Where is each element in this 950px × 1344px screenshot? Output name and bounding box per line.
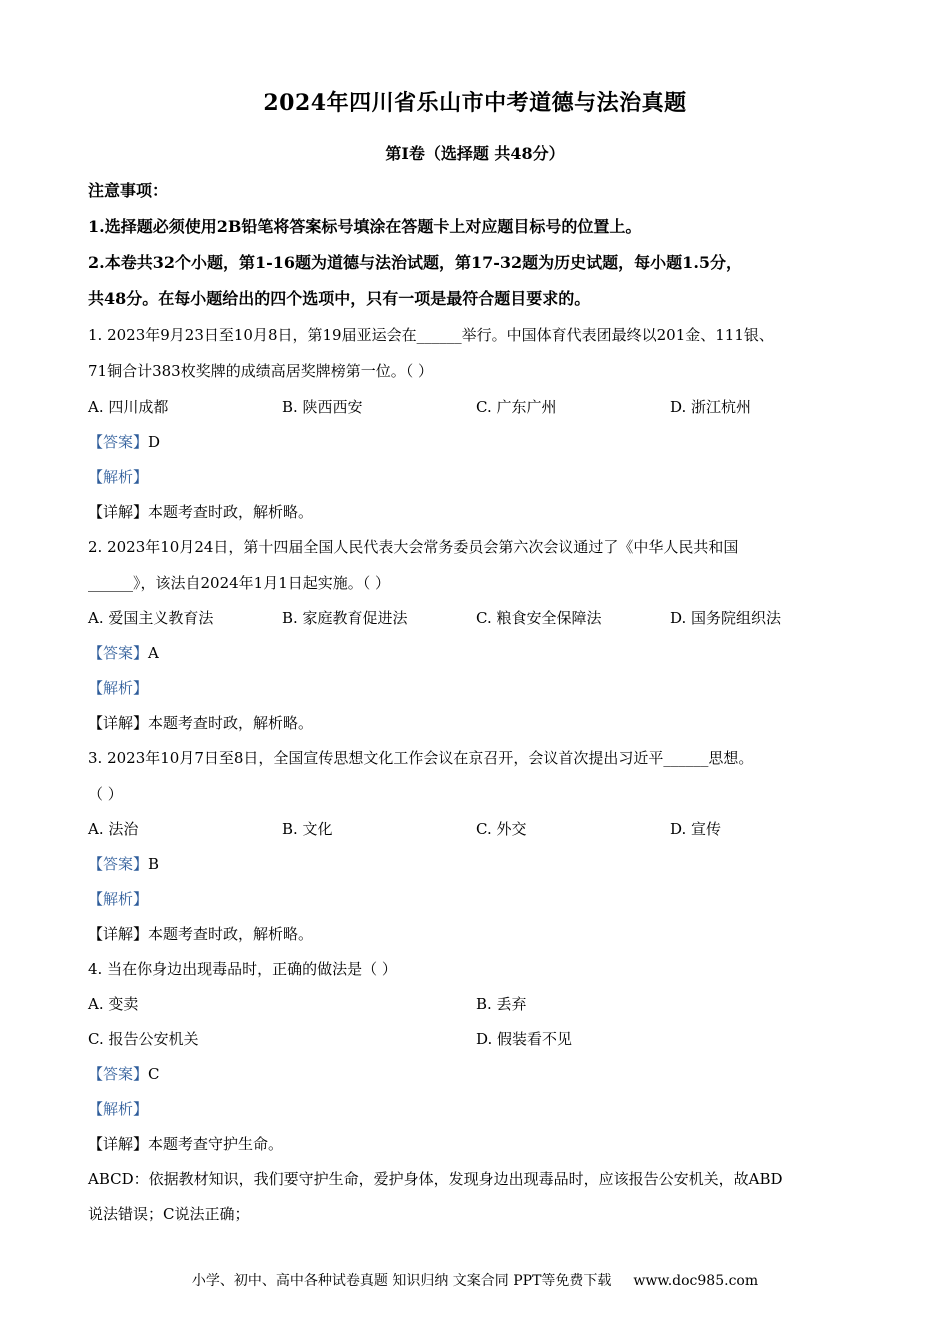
answer-value: C — [148, 1065, 160, 1083]
question-1-answer — [88, 431, 160, 452]
detail-text: 本题考查守护生命。 — [148, 1135, 284, 1153]
question-1-detail — [88, 501, 313, 522]
question-2-answer — [88, 642, 159, 663]
question-3-analysis-label: 【解析】 — [88, 890, 149, 908]
question-3-option-d: D. 宣传 — [670, 820, 722, 838]
question-1-stem-line-1: 1. 2023年9月23日至10月8日，第19届亚运会在______举行。中国体育代表团最终以201金、111银、 — [88, 326, 774, 344]
question-2-analysis-label: 【解析】 — [88, 679, 149, 697]
detail-text: 本题考查时政，解析略。 — [148, 503, 314, 521]
page-footer — [0, 1270, 950, 1290]
question-3-option-a: A. 法治 — [88, 820, 139, 838]
question-3-detail — [88, 923, 313, 944]
question-4-option-d: D. 假装看不见 — [476, 1030, 573, 1048]
answer-value: D — [148, 433, 161, 451]
question-4-option-c: C. 报告公安机关 — [88, 1030, 199, 1048]
section-subtitle: 第Ⅰ卷（选择题 共48分） — [385, 144, 565, 163]
question-3-stem-line-1: 3. 2023年10月7日至8日，全国宣传思想文化工作会议在京召开，会议首次提出习近平______思想。 — [88, 749, 754, 767]
notice-item-1: 1.选择题必须使用2B铅笔将答案标号填涂在答题卡上对应题目标号的位置上。 — [88, 217, 642, 236]
question-2-detail — [88, 712, 313, 733]
answer-label: 【答案】 — [88, 855, 149, 873]
detail-text: 本题考查时政，解析略。 — [148, 714, 314, 732]
footer-site-link[interactable]: www.doc985.com — [633, 1273, 759, 1289]
question-4-stem: 4. 当在你身边出现毒品时，正确的做法是（ ） — [88, 960, 397, 978]
question-3-answer — [88, 853, 159, 874]
detail-label: 【详解】 — [88, 925, 149, 943]
question-2-stem-line-1: 2. 2023年10月24日，第十四届全国人民代表大会常务委员会第六次会议通过了《中华人民共和国 — [88, 538, 739, 556]
notice-heading: 注意事项： — [88, 181, 169, 200]
question-3-stem-line-2: （ ） — [88, 785, 123, 803]
notice-item-2-line-1: 2.本卷共32个小题，第1-16题为道德与法治试题，第17-32题为历史试题，每小题1.5分， — [88, 253, 743, 272]
question-2-option-d: D. 国务院组织法 — [670, 609, 782, 627]
question-2-option-c: C. 粮食安全保障法 — [476, 609, 602, 627]
answer-value: B — [148, 855, 160, 873]
question-4-detail — [88, 1133, 283, 1154]
question-4-analysis-label: 【解析】 — [88, 1100, 149, 1118]
answer-label: 【答案】 — [88, 644, 149, 662]
answer-label: 【答案】 — [88, 1065, 149, 1083]
answer-label: 【答案】 — [88, 433, 149, 451]
question-2-stem-line-2: ______》，该法自2024年1月1日起实施。（ ） — [88, 574, 391, 592]
question-4-explain-line-2: 说法错误；C说法正确； — [88, 1205, 250, 1223]
question-1-analysis-label: 【解析】 — [88, 468, 149, 486]
question-1-option-b: B. 陕西西安 — [282, 398, 363, 416]
detail-text: 本题考查时政，解析略。 — [148, 925, 314, 943]
question-1-option-c: C. 广东广州 — [476, 398, 557, 416]
notice-item-2-line-2: 共48分。在每小题给出的四个选项中，只有一项是最符合题目要求的。 — [88, 289, 591, 308]
question-1-stem-line-2: 71铜合计383枚奖牌的成绩高居奖牌榜第一位。（ ） — [88, 362, 433, 380]
question-1-option-a: A. 四川成都 — [88, 398, 169, 416]
question-4-answer — [88, 1063, 160, 1084]
question-4-option-a: A. 变卖 — [88, 995, 139, 1013]
detail-label: 【详解】 — [88, 1135, 149, 1153]
question-2-option-b: B. 家庭教育促进法 — [282, 609, 408, 627]
footer-text: 小学、初中、高中各种试卷真题 知识归纳 文案合同 PPT等免费下载 — [191, 1273, 612, 1289]
answer-value: A — [148, 644, 159, 662]
question-4-explain-line-1: ABCD：依据教材知识，我们要守护生命，爱护身体，发现身边出现毒品时，应该报告公安机关，故ABD — [88, 1170, 783, 1188]
question-3-option-c: C. 外交 — [476, 820, 527, 838]
detail-label: 【详解】 — [88, 503, 149, 521]
detail-label: 【详解】 — [88, 714, 149, 732]
page-title: 2024年四川省乐山市中考道德与法治真题 — [263, 90, 687, 116]
question-2-option-a: A. 爱国主义教育法 — [88, 609, 214, 627]
question-4-option-b: B. 丢弃 — [476, 995, 527, 1013]
question-3-option-b: B. 文化 — [282, 820, 333, 838]
question-1-option-d: D. 浙江杭州 — [670, 398, 752, 416]
